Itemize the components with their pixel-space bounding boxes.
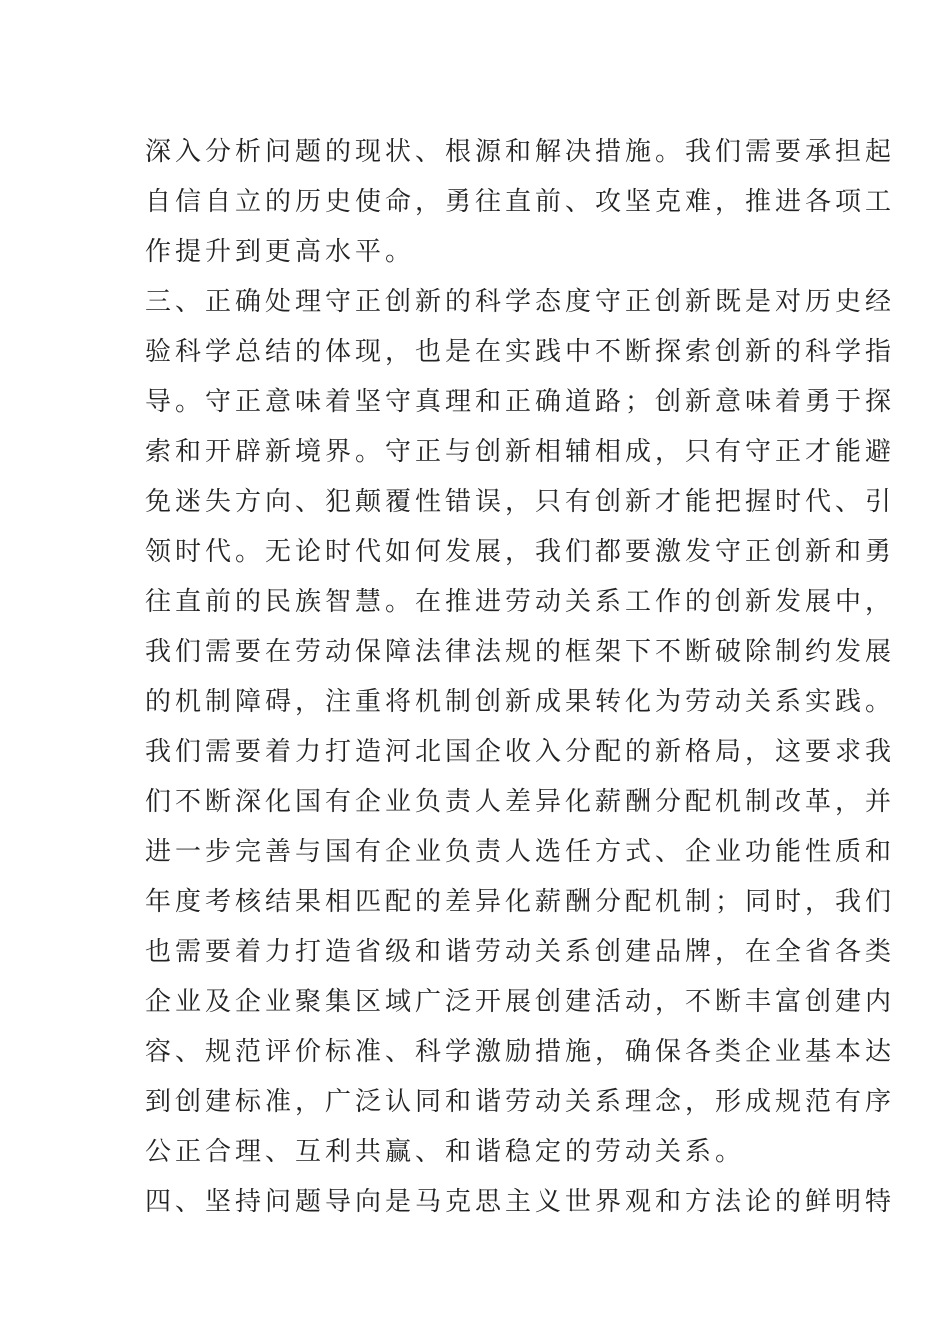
text-line: 容、规范评价标准、科学激励措施，确保各类企业基本达 bbox=[145, 1037, 896, 1067]
text-line: 四、坚持问题导向是马克思主义世界观和方法论的鲜明特 bbox=[145, 1187, 896, 1217]
text-line: 的机制障碍，注重将机制创新成果转化为劳动关系实践。 bbox=[145, 687, 896, 717]
text-line: 们不断深化国有企业负责人差异化薪酬分配机制改革，并 bbox=[145, 787, 896, 817]
text-line: 领时代。无论时代如何发展，我们都要激发守正创新和勇 bbox=[145, 537, 896, 567]
text-line: 年度考核结果相匹配的差异化薪酬分配机制；同时，我们 bbox=[145, 887, 896, 917]
text-line: 往直前的民族智慧。在推进劳动关系工作的创新发展中， bbox=[145, 587, 896, 617]
text-line: 我们需要在劳动保障法律法规的框架下不断破除制约发展 bbox=[145, 637, 896, 667]
text-line: 三、正确处理守正创新的科学态度守正创新既是对历史经 bbox=[145, 287, 896, 317]
text-line: 作提升到更高水平。 bbox=[145, 237, 416, 267]
text-line: 企业及企业聚集区域广泛开展创建活动，不断丰富创建内 bbox=[145, 987, 896, 1017]
text-line: 深入分析问题的现状、根源和解决措施。我们需要承担起 bbox=[145, 137, 896, 167]
text-line: 验科学总结的体现，也是在实践中不断探索创新的科学指 bbox=[145, 337, 896, 367]
text-line: 到创建标准，广泛认同和谐劳动关系理念，形成规范有序 bbox=[145, 1087, 896, 1117]
text-line: 自信自立的历史使命，勇往直前、攻坚克难，推进各项工 bbox=[145, 187, 896, 217]
text-line: 公正合理、互利共赢、和谐稳定的劳动关系。 bbox=[145, 1137, 746, 1167]
text-line: 我们需要着力打造河北国企收入分配的新格局，这要求我 bbox=[145, 737, 896, 767]
text-line: 索和开辟新境界。守正与创新相辅相成，只有守正才能避 bbox=[145, 437, 896, 467]
text-line: 进一步完善与国有企业负责人选任方式、企业功能性质和 bbox=[145, 837, 896, 867]
text-line: 也需要着力打造省级和谐劳动关系创建品牌，在全省各类 bbox=[145, 937, 896, 967]
text-line: 免迷失方向、犯颠覆性错误，只有创新才能把握时代、引 bbox=[145, 487, 896, 517]
text-line: 导。守正意味着坚守真理和正确道路；创新意味着勇于探 bbox=[145, 387, 896, 417]
